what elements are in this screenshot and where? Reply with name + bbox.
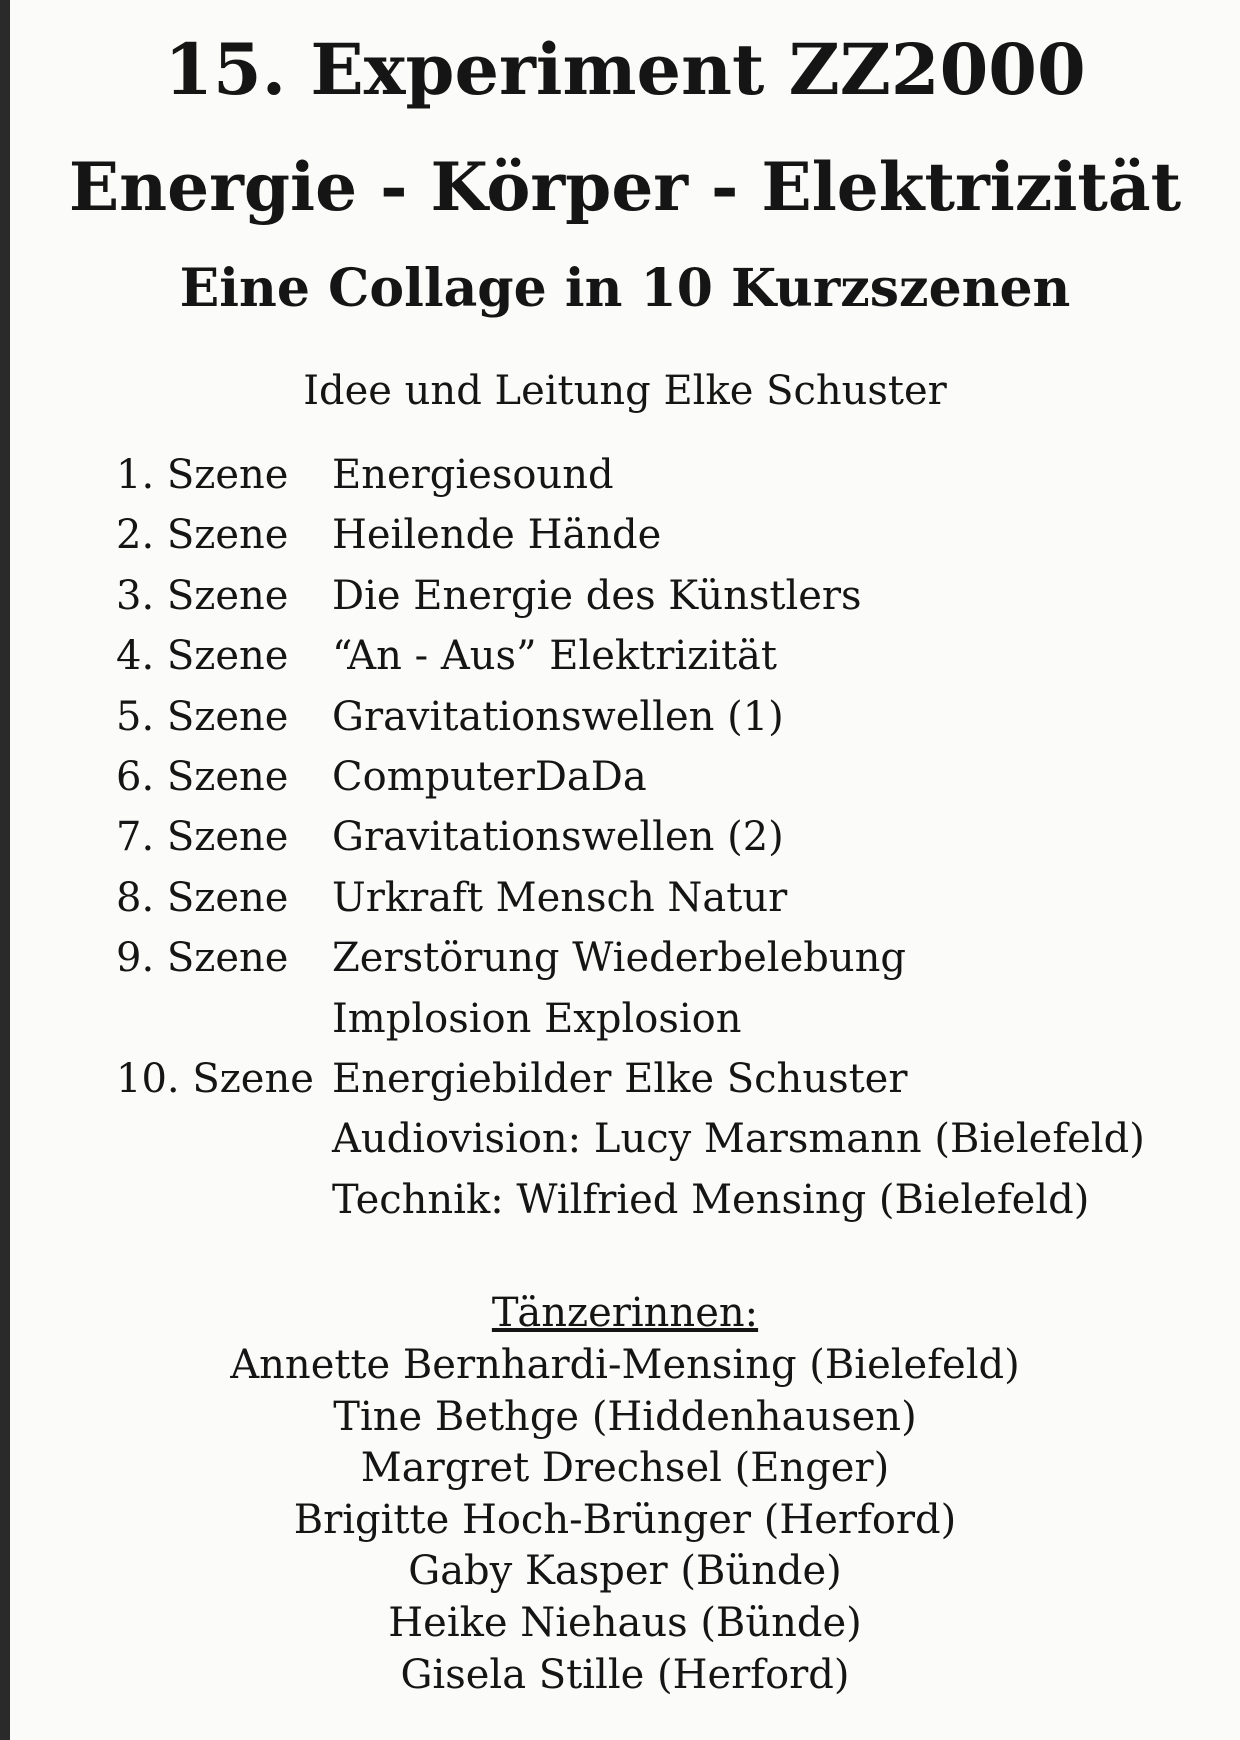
scene-row <box>10 1177 1240 1237</box>
scene-number: 10. Szene <box>116 1055 314 1102</box>
dancer-name: Tine Bethge (Hiddenhausen) <box>333 1393 917 1440</box>
dancer-name: Brigitte Hoch-Brünger (Herford) <box>293 1496 957 1543</box>
scene-number: 7. Szene <box>116 814 289 861</box>
scan-edge <box>0 0 10 1740</box>
scene-title: “An - Aus” Elektrizität <box>332 633 777 680</box>
scene-title: Audiovision: Lucy Marsmann (Bielefeld) <box>332 1116 1145 1163</box>
dancers-list <box>10 1342 1240 1703</box>
scene-number: 4. Szene <box>116 633 289 680</box>
collage-line: Eine Collage in 10 Kurzszenen <box>179 258 1071 319</box>
scene-row <box>10 814 1240 874</box>
idea-credit: Idee und Leitung Elke Schuster <box>303 368 947 414</box>
scene-row <box>10 935 1240 995</box>
scene-number: 1. Szene <box>116 452 289 498</box>
scene-row <box>10 633 1240 693</box>
scene-number: 6. Szene <box>116 753 289 800</box>
scene-title: Technik: Wilfried Mensing (Bielefeld) <box>332 1176 1090 1223</box>
scene-row <box>10 1116 1240 1176</box>
scene-title: Heilende Hände <box>332 512 662 559</box>
scene-title: ComputerDaDa <box>332 753 647 800</box>
scene-number: 2. Szene <box>116 512 289 559</box>
scene-title: Gravitationswellen (2) <box>332 814 784 861</box>
dancer-name: Heike Niehaus (Bünde) <box>388 1599 862 1646</box>
dancer-name: Gaby Kasper (Bünde) <box>408 1548 842 1595</box>
scene-number: 9. Szene <box>116 935 289 982</box>
scene-title: Implosion Explosion <box>332 995 742 1042</box>
scene-list <box>10 452 1240 1237</box>
scene-row <box>10 573 1240 633</box>
program-title: 15. Experiment ZZ2000 <box>164 28 1086 111</box>
scene-row <box>10 452 1240 512</box>
scene-row <box>10 754 1240 814</box>
scene-row <box>10 875 1240 935</box>
scene-title: Gravitationswellen (1) <box>332 693 784 740</box>
scene-number: 8. Szene <box>116 874 289 921</box>
program-subtitle: Energie - Körper - Elektrizität <box>68 148 1182 226</box>
scene-number: 5. Szene <box>116 693 289 740</box>
scene-number: 3. Szene <box>116 572 289 619</box>
scene-title: Energiesound <box>332 452 614 498</box>
scene-row <box>10 694 1240 754</box>
scene-title: Die Energie des Künstlers <box>332 572 862 619</box>
dancer-name: Margret Drechsel (Enger) <box>360 1445 890 1492</box>
scene-row <box>10 996 1240 1056</box>
scene-row <box>10 512 1240 572</box>
scene-title: Energiebilder Elke Schuster <box>332 1055 908 1102</box>
dancer-name: Gisela Stille (Herford) <box>400 1651 850 1698</box>
scene-title: Zerstörung Wiederbelebung <box>332 935 906 982</box>
dancers-heading: Tänzerinnen: <box>491 1290 759 1336</box>
scene-title: Urkraft Mensch Natur <box>332 874 788 921</box>
program-sheet <box>10 0 1240 1740</box>
dancer-name: Annette Bernhardi-Mensing (Bielefeld) <box>230 1342 1020 1388</box>
scene-row <box>10 1056 1240 1116</box>
